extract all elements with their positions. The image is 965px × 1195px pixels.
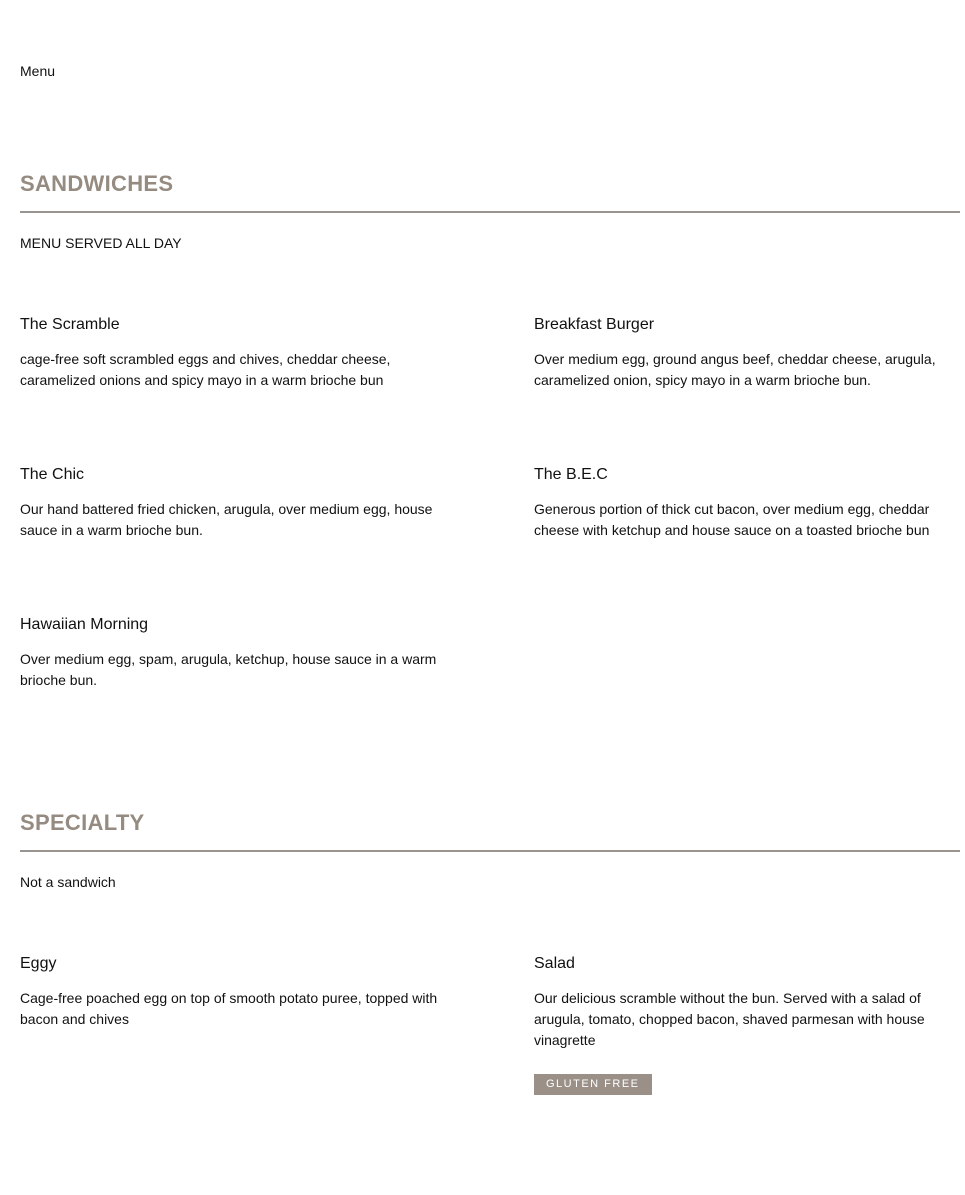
section-divider	[20, 850, 960, 852]
menu-item-name: Eggy	[20, 955, 57, 972]
menu-item-name: The Chic	[20, 466, 85, 483]
menu-item-name: Salad	[534, 955, 575, 972]
section-divider	[20, 211, 960, 213]
menu-item-description: Over medium egg, ground angus beef, cheddar cheese, arugula, caramelized onion, spicy mayo in a warm brioche bun.	[534, 351, 936, 388]
menu-item-salad	[534, 954, 960, 1051]
section-title-specialty: SPECIALTY	[20, 810, 145, 835]
menu-item-description: Cage-free poached egg on top of smooth potato puree, topped with bacon and chives	[20, 990, 438, 1027]
menu-item-description: Our delicious scramble without the bun. Served with a salad of arugula, tomato, chopped bacon, shaved parmesan with house vinagrette	[534, 990, 925, 1048]
menu-item-name: Breakfast Burger	[534, 316, 655, 333]
menu-link[interactable]: Menu	[20, 63, 56, 79]
menu-item-description: Over medium egg, spam, arugula, ketchup, house sauce in a warm brioche bun.	[20, 651, 437, 688]
menu-item-name: The Scramble	[20, 316, 120, 333]
menu-item-the-scramble	[20, 315, 460, 391]
menu-item-name: Hawaiian Morning	[20, 616, 149, 633]
menu-item-breakfast-burger	[534, 315, 960, 391]
menu-item-name: The B.E.C	[534, 466, 608, 483]
section-subtitle-sandwiches: MENU SERVED ALL DAY	[20, 235, 182, 251]
menu-item-the-bec	[534, 465, 960, 541]
menu-item-description: Generous portion of thick cut bacon, over medium egg, cheddar cheese with ketchup and house sauce on a toasted brioche bun	[534, 501, 930, 538]
menu-item-description: Our hand battered fried chicken, arugula, over medium egg, house sauce in a warm brioche bun.	[20, 501, 433, 538]
menu-item-description: cage-free soft scrambled eggs and chives, cheddar cheese, caramelized onions and spicy mayo in a warm brioche bun	[20, 351, 391, 388]
menu-item-hawaiian-morning	[20, 615, 460, 691]
section-subtitle-specialty: Not a sandwich	[20, 874, 116, 890]
section-title-sandwiches: SANDWICHES	[20, 171, 174, 196]
menu-item-the-chic	[20, 465, 460, 541]
gluten-free-badge: GLUTEN FREE	[534, 1074, 652, 1095]
section-specialty	[20, 810, 960, 891]
menu-item-eggy	[20, 954, 445, 1030]
section-sandwiches	[20, 171, 960, 252]
